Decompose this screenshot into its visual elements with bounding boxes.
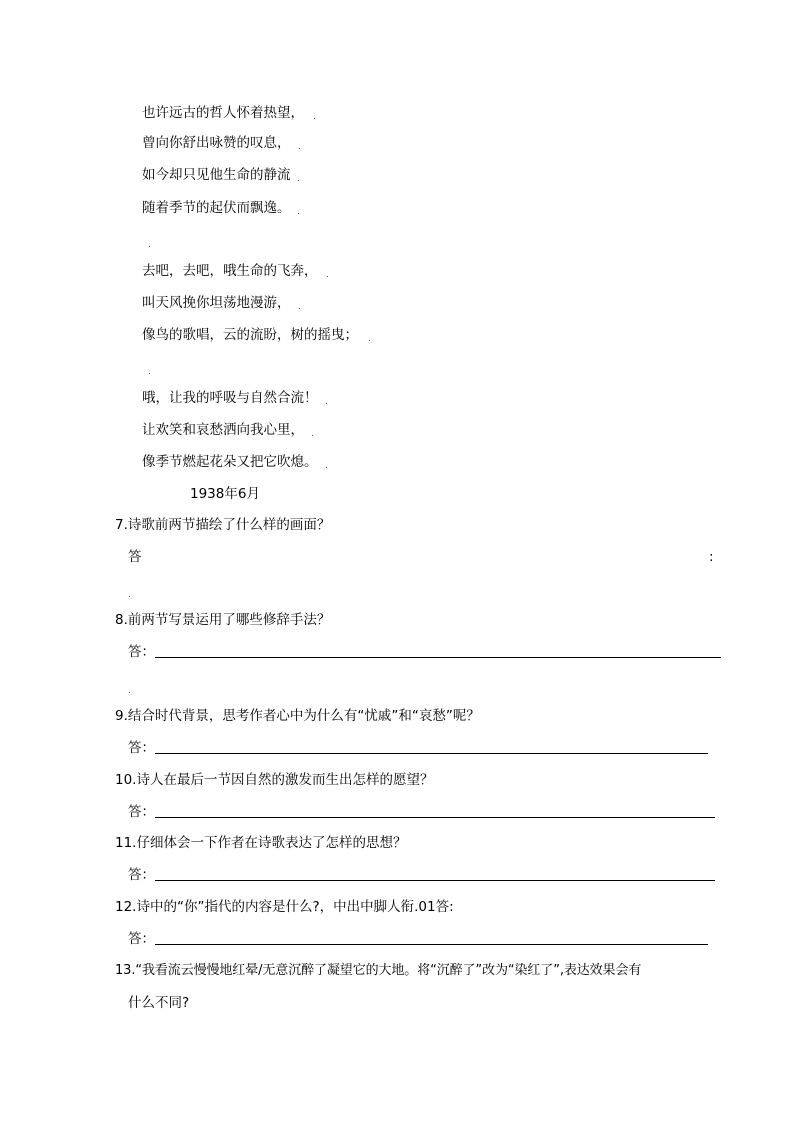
- question-13: 13.“我看流云慢慢地红晕/无意沉醉了凝望它的大地。将“沉醉了”改为“染红了”,表达效果会有: [115, 963, 642, 978]
- poem-date: 1938年6月: [190, 486, 260, 502]
- dot-mark: .: [298, 142, 301, 152]
- poem-line: 像季节燃起花朵又把它吹熄。: [142, 454, 318, 470]
- answer-label-9: 答：: [128, 740, 155, 756]
- answer-label-10: 答：: [128, 804, 155, 820]
- question-13-continuation: 什么不同?: [128, 995, 190, 1011]
- poem-line: 随着季节的起伏而飘逸。: [142, 200, 291, 216]
- poem-line: 曾向你舒出咏赞的叹息，: [142, 135, 291, 151]
- question-11: 11.仔细体会一下作者在诗歌表达了怎样的思想？: [115, 835, 407, 851]
- dot-mark: .: [298, 302, 301, 312]
- dot-mark: .: [128, 590, 131, 600]
- dot-mark: .: [148, 240, 151, 250]
- poem-line: 叫天风挽你坦荡地漫游，: [142, 295, 291, 311]
- answer-trail-7: :: [709, 549, 714, 565]
- dot-mark: .: [325, 461, 328, 471]
- dot-mark: .: [297, 207, 300, 217]
- poem-line: 如今却只见他生命的静流: [142, 167, 291, 183]
- poem-line: 让欢笑和哀愁洒向我心里，: [142, 422, 304, 438]
- answer-line-8[interactable]: [155, 657, 721, 658]
- answer-label-12: 答：: [128, 931, 155, 947]
- dot-mark: .: [368, 334, 371, 344]
- answer-label-7: 答: [128, 549, 142, 565]
- poem-line: 也许远古的哲人怀着热望，: [142, 105, 304, 121]
- answer-line-9[interactable]: [155, 753, 708, 754]
- dot-mark: .: [326, 270, 329, 280]
- poem-line: 像鸟的歌唱，云的流盼，树的摇曳；: [142, 327, 358, 343]
- dot-mark: .: [297, 174, 300, 184]
- answer-label-8: 答：: [128, 644, 155, 660]
- dot-mark: .: [313, 112, 316, 122]
- poem-line: 去吧，去吧，哦生命的飞奔，: [142, 263, 318, 279]
- dot-mark: .: [128, 686, 131, 696]
- dot-mark: .: [148, 367, 151, 377]
- answer-line-10[interactable]: [155, 817, 715, 818]
- answer-line-11[interactable]: [155, 880, 715, 881]
- question-8: 8.前两节写景运用了哪些修辞手法？: [115, 612, 331, 628]
- question-7: 7.诗歌前两节描绘了什么样的画面？: [115, 517, 331, 533]
- dot-mark: .: [325, 397, 328, 407]
- answer-line-12[interactable]: [155, 944, 708, 945]
- answer-label-11: 答：: [128, 867, 155, 883]
- dot-mark: .: [311, 429, 314, 439]
- question-10: 10.诗人在最后一节因自然的激发而生出怎样的愿望？: [115, 772, 434, 788]
- question-9: 9.结合时代背景，思考作者心中为什么有“忧戚”和“哀愁”呢？: [115, 708, 480, 724]
- question-12: 12.诗中的“你”指代的内容是什么?，中出中脚人衔.01答:: [115, 899, 454, 915]
- poem-line: 哦，让我的呼吸与自然合流！: [142, 390, 318, 406]
